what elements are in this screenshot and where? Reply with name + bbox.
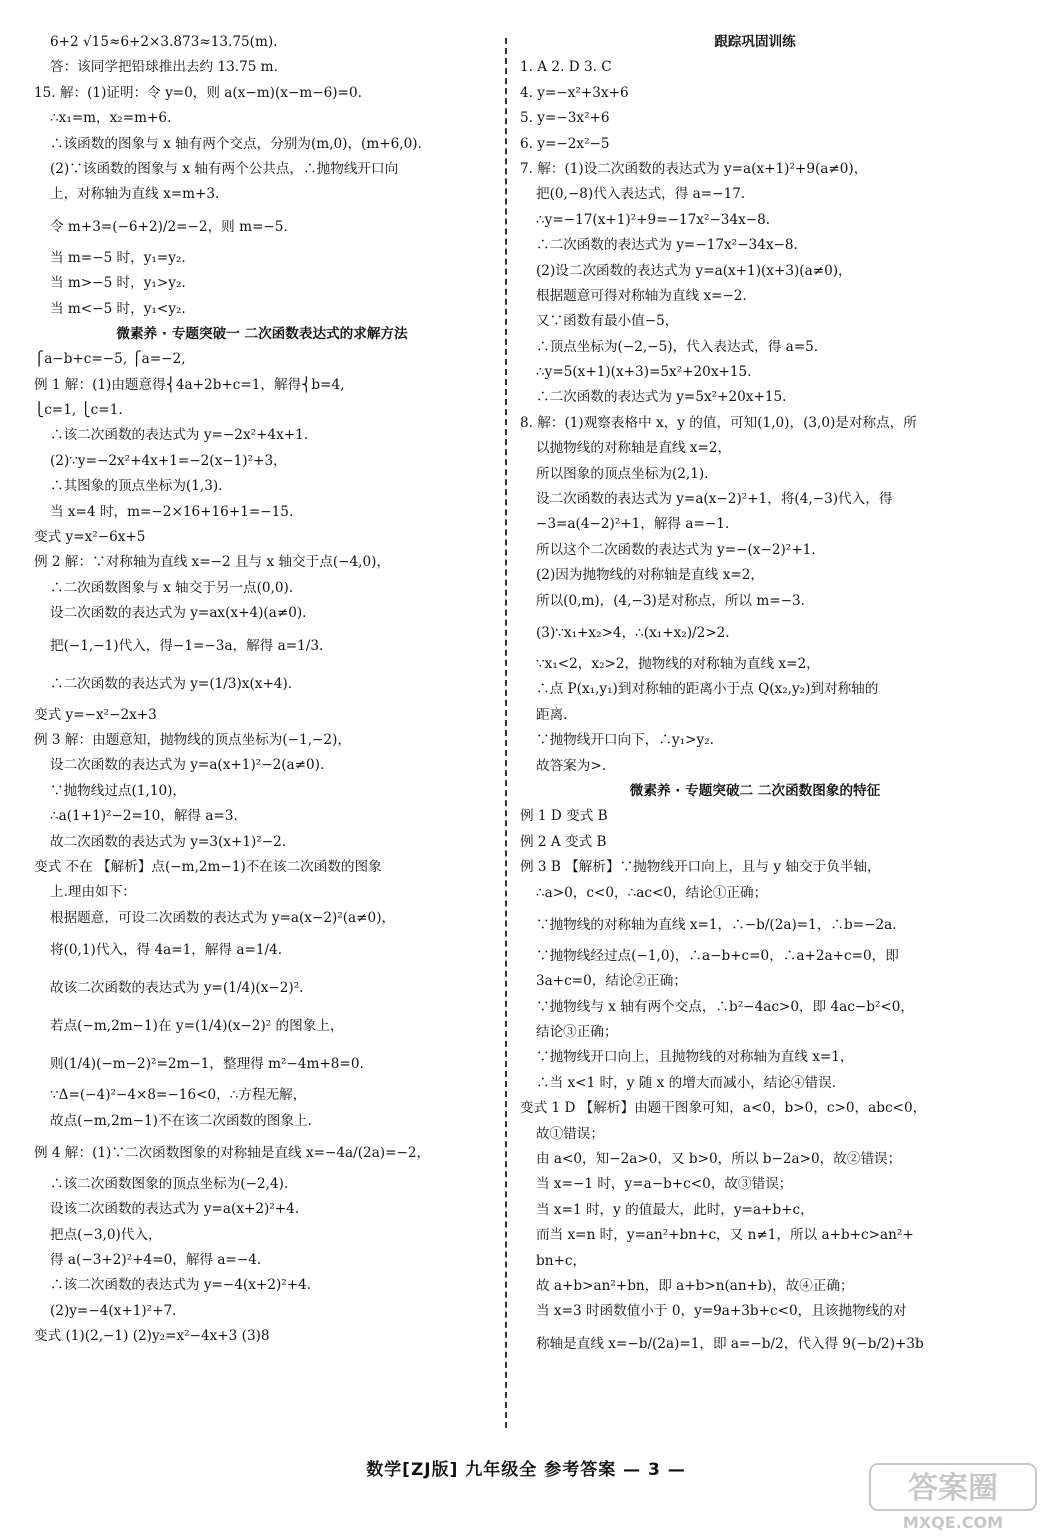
right-answer-line: 故①错误； [536,1125,604,1142]
right-answer-line: 6. y=−2x²−5 [520,135,610,152]
right-answer-line: ∵抛物线开口向下，∴y₁>y₂. [536,732,714,749]
right-answer-line: 当 x=1 时，y 的值最大，此时，y=a+b+c， [536,1201,814,1218]
right-answer-line: ∴当 x<1 时，y 随 x 的增大而减小，结论④错误. [536,1074,837,1091]
left-answer-line: ∵抛物线过点(1,10)， [50,782,187,799]
right-answer-line: 4. y=−x²+3x+6 [520,84,629,101]
left-answer-line: (2)∵y=−2x²+4x+1=−2(x−1)²+3， [50,452,287,469]
right-answer-line: ∴y=−17(x+1)²+9=−17x²−34x−8. [536,211,771,228]
left-answer-line: 例 2 解：∵对称轴为直线 x=−2 且与 x 轴交于点(−4,0)， [34,554,391,571]
right-answer-line: ∴y=5(x+1)(x+3)=5x²+20x+15. [536,364,752,381]
right-answer-line: ∴a>0，c<0，∴ac<0，结论①正确； [536,884,768,901]
page-footer: 数学[ZJ版] 九年级全 参考答案 — 3 — [366,1460,686,1480]
right-answer-line: 又∵函数有最小值−5， [536,313,679,330]
left-answer-line: 上.理由如下： [50,884,136,901]
left-answer-line: ⎩c=1, ⎩c=1. [34,402,123,419]
right-column [520,30,990,1363]
right-answer-line: ∴点 P(x₁,y₁)到对称轴的距离小于点 Q(x₂,y₂)到对称轴的 [536,681,879,698]
watermark-main-text: 答案圈 [908,1471,998,1506]
right-answer-line: 当 x=3 时函数值小于 0，y=9a+3b+c<0，且该抛物线的对 [536,1303,907,1320]
right-answer-line: 所以图象的顶点坐标为(2,1). [536,465,709,482]
right-answer-line: 根据题意可得对称轴为直线 x=−2. [536,287,747,304]
right-answer-line: 例 3 B 【解析】∵抛物线开口向上，且与 y 轴交于负半轴， [520,859,881,876]
left-answer-line: ∴x₁=m，x₂=m+6. [50,110,172,127]
left-answer-line: 当 m<−5 时，y₁<y₂. [50,300,186,317]
right-answer-line: 把(0,−8)代入表达式，得 a=−17. [536,186,746,203]
left-answer-line: ∴二次函数图象与 x 轴交于另一点(0,0). [50,579,294,596]
right-answer-line: 例 2 A 变式 B [520,833,607,850]
left-answer-line: 微素养 · 专题突破一 二次函数表达式的求解方法 [116,325,408,342]
watermark-logo [868,1462,1038,1532]
left-answer-line: ∵Δ=(−4)²−4×8=−16<0，∴方程无解， [50,1087,307,1104]
left-answer-line: 令 m+3=(−6+2)/2=−2，则 m=−5. [50,218,288,235]
right-answer-line: 以抛物线的对称轴是直线 x=2， [536,440,732,457]
right-answer-line: 所以这个二次函数的表达式为 y=−(x−2)²+1. [536,541,816,558]
right-answer-line: 微素养 · 专题突破二 二次函数图象的特征 [629,782,881,799]
right-answer-line: 故 a+b>an²+bn，即 a+b>n(an+b)，故④正确； [536,1277,854,1294]
right-answer-line: 8. 解：(1)观察表格中 x，y 的值，可知(1,0)，(3,0)是对称点，所 [520,414,917,431]
left-answer-line: 当 m=−5 时，y₁=y₂. [50,249,186,266]
left-answer-line: 把(−1,−1)代入，得−1=−3a，解得 a=1/3. [50,637,324,654]
right-answer-line: ∴二次函数的表达式为 y=5x²+20x+15. [536,389,787,406]
left-answer-line: 变式 (1)(2,−1) (2)y₂=x²−4x+3 (3)8 [34,1328,270,1345]
right-answer-line: 当 x=−1 时，y=a−b+c<0，故③错误； [536,1176,793,1193]
left-answer-line: 故该二次函数的表达式为 y=(1/4)(x−2)². [50,980,304,997]
left-answer-line: 根据题意，可设二次函数的表达式为 y=a(x−2)²(a≠0)， [50,909,396,926]
left-answer-line: (2)∵该函数的图象与 x 轴有两个公共点，∴抛物线开口向 [50,160,399,177]
right-answer-line: ∵抛物线的对称轴为直线 x=1，∴−b/(2a)=1，∴b=−2a. [536,916,897,933]
right-answer-line: 7. 解：(1)设二次函数的表达式为 y=a(x+1)²+9(a≠0)， [520,160,868,177]
left-answer-line: (2)y=−4(x+1)²+7. [50,1302,177,1319]
left-answer-line: 故点(−m,2m−1)不在该二次函数的图象上. [50,1112,312,1129]
left-answer-line: 设该二次函数的表达式为 y=a(x+2)²+4. [50,1201,300,1218]
left-answer-line: 得 a(−3+2)²+4=0，解得 a=−4. [50,1252,262,1269]
left-answer-line: ∴其图象的顶点坐标为(1,3). [50,478,223,495]
right-answer-line: (3)∵x₁+x₂>4，∴(x₁+x₂)/2>2. [536,624,730,641]
right-answer-line: 变式 1 D 【解析】由题干图象可知，a<0，b>0，c>0，abc<0， [520,1100,927,1117]
left-answer-line: 例 3 解：由题意知，抛物线的顶点坐标为(−1,−2)， [34,731,351,748]
left-answer-line: 当 m>−5 时，y₁>y₂. [50,275,186,292]
left-answer-line: 例 4 解：(1)∵二次函数图象的对称轴是直线 x=−4a/(2a)=−2， [34,1144,431,1161]
left-answer-line: 变式 y=−x²−2x+3 [34,706,157,723]
right-answer-line: ∵抛物线开口向上，且抛物线的对称轴为直线 x=1， [536,1049,854,1066]
left-answer-line: 上，对称轴为直线 x=m+3. [50,186,220,203]
right-answer-line: 由 a<0，知−2a>0，又 b>0，所以 b−2a>0，故②错误； [536,1151,902,1168]
right-answer-line: 故答案为>. [536,757,607,774]
left-answer-line: 变式 y=x²−6x+5 [34,529,146,546]
left-answer-line: 答：该同学把铅球推出去约 13.75 m. [50,59,278,76]
right-answer-line: ∴顶点坐标为(−2,−5)，代入表达式，得 a=5. [536,338,819,355]
right-answer-line: 5. y=−3x²+6 [520,110,610,127]
right-answer-line: 结论③正确； [536,1024,618,1041]
right-answer-line: 3a+c=0，结论②正确； [536,973,687,990]
left-answer-line: 则(1/4)(−m−2)²=2m−1，整理得 m²−4m+8=0. [50,1056,364,1073]
left-answer-line: 6+2 √15≈6+2×3.873≈13.75(m). [50,34,278,50]
left-answer-line: 故二次函数的表达式为 y=3(x+1)²−2. [50,833,287,850]
right-answer-line: 所以(0,m)，(4,−3)是对称点，所以 m=−3. [536,592,805,609]
left-answer-line: ∴二次函数的表达式为 y=(1/3)x(x+4). [50,675,293,692]
left-answer-line: 设二次函数的表达式为 y=a(x+1)²−2(a≠0). [50,757,325,774]
right-answer-line: (2)因为抛物线的对称轴是直线 x=2， [536,567,764,584]
left-answer-line: ∴该二次函数图象的顶点坐标为(−2,4). [50,1175,289,1192]
right-answer-line: 距离. [536,706,568,723]
left-answer-line: 若点(−m,2m−1)在 y=(1/4)(x−2)² 的图象上， [50,1018,344,1035]
right-answer-line: ∴二次函数的表达式为 y=−17x²−34x−8. [536,237,798,254]
left-answer-line: 设二次函数的表达式为 y=ax(x+4)(a≠0). [50,605,307,622]
right-answer-line: ∵抛物线经过点(−1,0)，∴a−b+c=0，∴a+2a+c=0，即 [536,947,899,964]
left-column [34,30,490,1350]
right-answer-line: 称轴是直线 x=−b/(2a)=1，即 a=−b/2，代入得 9(−b/2)+3b [536,1335,924,1352]
left-answer-line: 把点(−3,0)代入， [50,1226,162,1243]
column-divider [505,38,507,1428]
right-answer-line: −3=a(4−2)²+1，解得 a=−1. [536,516,730,533]
left-answer-line: ∴该二次函数的表达式为 y=−2x²+4x+1. [50,427,309,444]
left-answer-line: 15. 解：(1)证明：令 y=0，则 a(x−m)(x−m−6)=0. [34,84,362,101]
left-answer-line: ∴该二次函数的表达式为 y=−4(x+2)²+4. [50,1277,312,1294]
right-answer-line: 例 1 D 变式 B [520,808,608,825]
right-answer-line: 1. A 2. D 3. C [520,59,612,76]
left-answer-line: 例 1 解：(1)由题意得⎨4a+2b+c=1，解得⎨b=4, [34,376,345,393]
right-answer-line: 而当 x=n 时，y=an²+bn+c，又 n≠1，所以 a+b+c>an²+ [536,1227,914,1244]
left-answer-line: ⎧a−b+c=−5, ⎧a=−2, [34,351,186,368]
right-answer-line: ∵抛物线与 x 轴有两个交点，∴b²−4ac>0，即 4ac−b²<0， [536,998,915,1015]
left-answer-line: ∴a(1+1)²−2=10，解得 a=3. [50,808,238,825]
right-answer-line: bn+c， [536,1252,587,1269]
left-answer-line: 将(0,1)代入，得 4a=1，解得 a=1/4. [50,942,283,959]
left-answer-line: ∴该函数的图象与 x 轴有两个交点，分别为(m,0)，(m+6,0). [50,135,422,152]
right-answer-line: 设二次函数的表达式为 y=a(x−2)²+1，将(4,−3)代入，得 [536,491,893,508]
watermark-sub-text: MXQE.COM [902,1513,1004,1532]
right-answer-line: (2)设二次函数的表达式为 y=a(x+1)(x+3)(a≠0)， [536,262,852,279]
right-answer-line: 跟踪巩固训练 [714,34,796,50]
left-answer-line: 当 x=4 时，m=−2×16+16+1=−15. [50,503,294,520]
right-answer-line: ∵x₁<2，x₂>2，抛物线的对称轴为直线 x=2， [536,655,820,672]
left-answer-line: 变式 不在 【解析】点(−m,2m−1)不在该二次函数的图象 [34,858,382,875]
